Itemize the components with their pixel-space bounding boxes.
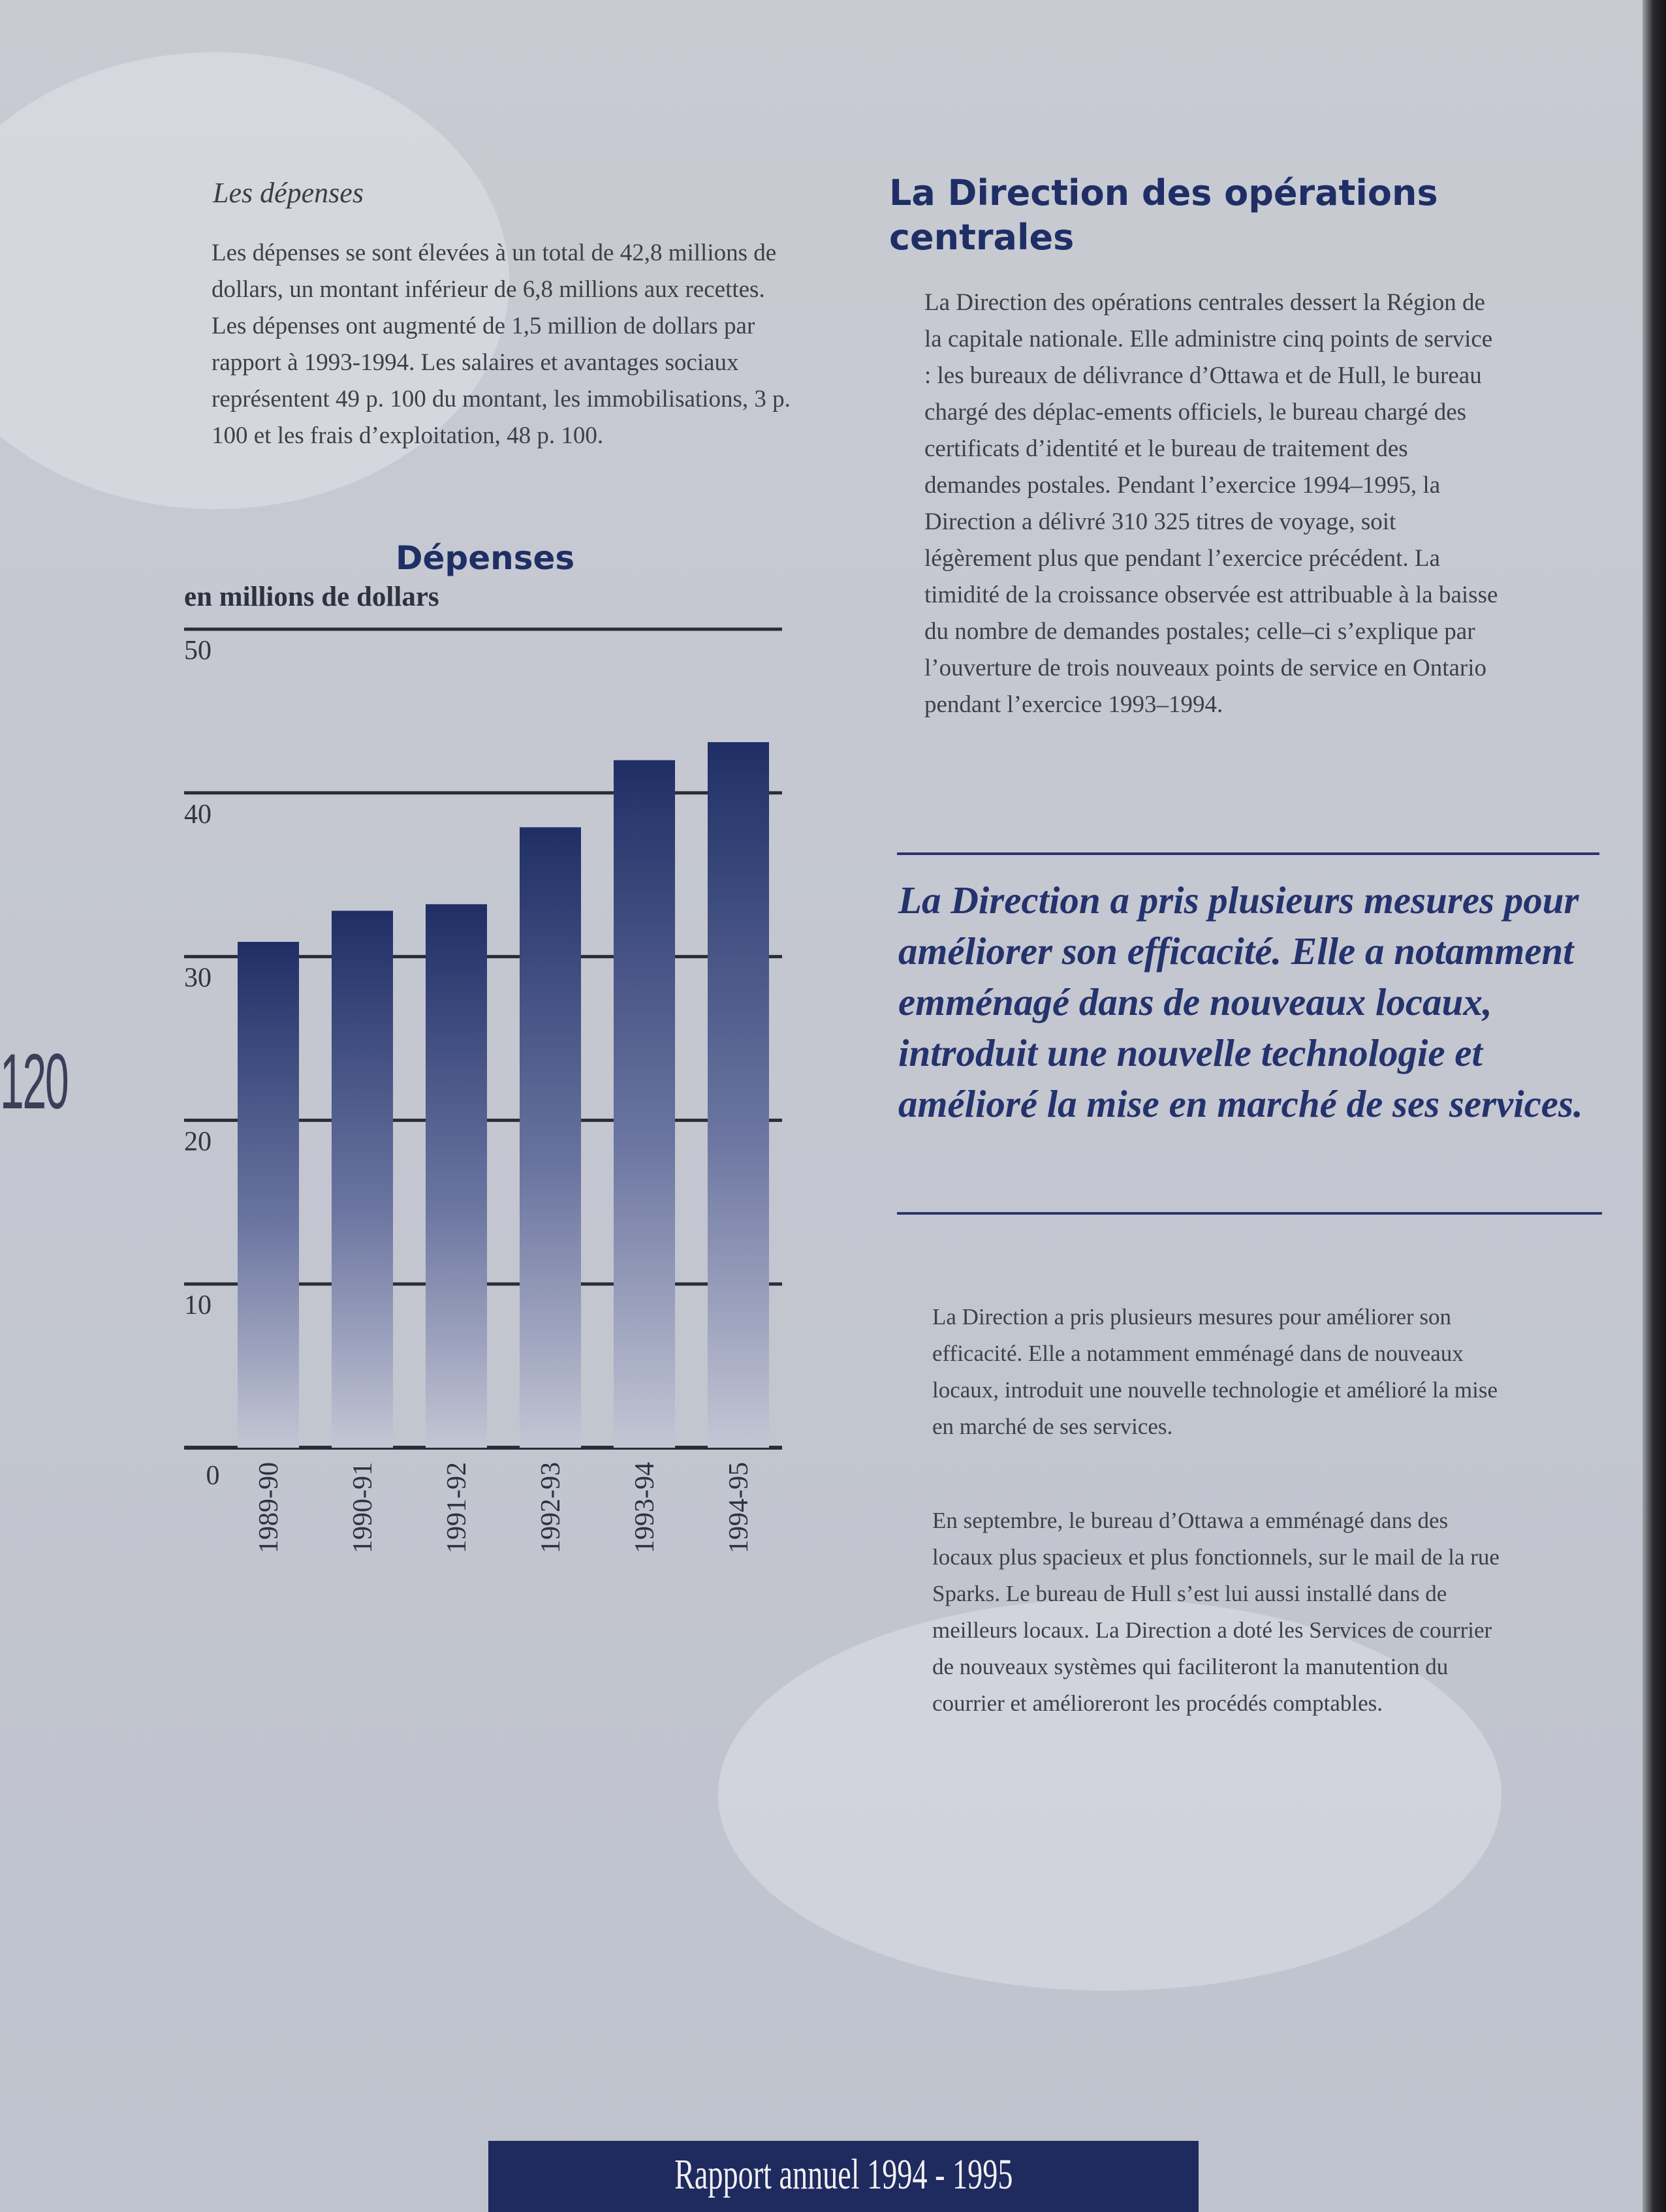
x-tick-label: 1989-90 [254,1462,284,1553]
right-paragraph-2: La Direction a pris plusieurs mesures pour améliorer son efficacité. Elle a notamment emménagé dans de nouveaux locaux, introduit une nouvelle technologie et amélioré la mise en marché de ses services. [932,1304,1498,1439]
x-tick-label: 1991-92 [442,1462,472,1553]
x-tick-label: 1992-93 [536,1462,566,1553]
x-tick-label: 1993-94 [630,1462,660,1553]
page-number-text: 120 [0,1038,68,1125]
page-edge [1642,0,1666,2212]
pull-quote-bottom-rule [897,1212,1602,1215]
bar-1992-93 [520,827,581,1448]
y-tick-label: 40 [184,799,212,830]
right-paragraph-1: La Direction des opérations centrales dessert la Région de la capitale nationale. Elle administre cinq points de service : les bureaux de délivrance d’Ottawa et de Hull, le bureau chargé des déplac-ements officiels, le bureau chargé des certificats d’identité et le bureau de traitement des demandes postales. Pendant l’exercice 1994–1995, la Direction a délivré 310 325 titres de voyage, soit légèrement plus que pendant l’exercice précédent. La timidité de la croissance observée est attribuable à la baisse du nombre de demandes postales; celle–ci s’explique par l’ouverture de trois nouveaux points de service en Ontario pendant l’exercice 1993–1994. [924,289,1498,718]
bar-1993-94 [614,760,675,1448]
left-paragraph: Les dépenses se sont élevées à un total de 42,8 millions de dollars, un montant inférieur de 6,8 millions aux recettes. Les dépenses ont augmenté de 1,5 million de dollars par rapport à 1993-1994. Les salaires et avantages sociaux représentent 49 p. 100 du montant, les immobilisations, 3 p. 100 et les frais d’exploitation, 48 p. 100. [212,240,791,449]
right-paragraph-3: En septembre, le bureau d’Ottawa a emménagé dans des locaux plus spacieux et plus fonctionnels, sur le mail de la rue Sparks. Le bureau de Hull s’est lui aussi installé dans de meilleurs locaux. La Direction a doté les Services de courrier de nouveaux systèmes qui faciliteront la manutention du courrier et amélioreront les procédés comptables. [932,1508,1500,1716]
footer-label-wrap [488,2150,1199,2200]
chart-subtitle: en millions de dollars [184,582,439,612]
page-number [0,1036,91,1134]
pull-quote-top-rule [897,852,1599,855]
x-tick-label: 1994-95 [724,1462,754,1553]
y-tick-label: 30 [184,963,212,993]
pull-quote: La Direction a pris plusieurs mesures pour améliorer son efficacité. Elle a notamment emménagé dans de nouveaux locaux, introduit une nouvelle technologie et amélioré la mise en marché de ses services. [898,879,1583,1125]
bar-1994-95 [708,742,769,1448]
bar-1991-92 [426,904,487,1448]
footer-band [488,2141,1199,2212]
y-tick-label: 10 [184,1290,212,1321]
chart-title: Dépenses [396,539,575,577]
bar-1989-90 [238,942,299,1448]
y-tick-label: 0 [206,1461,220,1491]
expenses-bar-chart [0,0,849,1599]
x-tick-label: 1990-91 [348,1462,378,1553]
bar-1990-91 [332,911,393,1448]
section-subheading: Les dépenses [213,177,364,209]
y-tick-label: 20 [184,1127,212,1157]
footer-label: Rapport annuel 1994 - 1995 [674,2151,1013,2198]
y-tick-label: 50 [184,636,212,666]
section-title: La Direction des opérations centrales [889,172,1438,258]
